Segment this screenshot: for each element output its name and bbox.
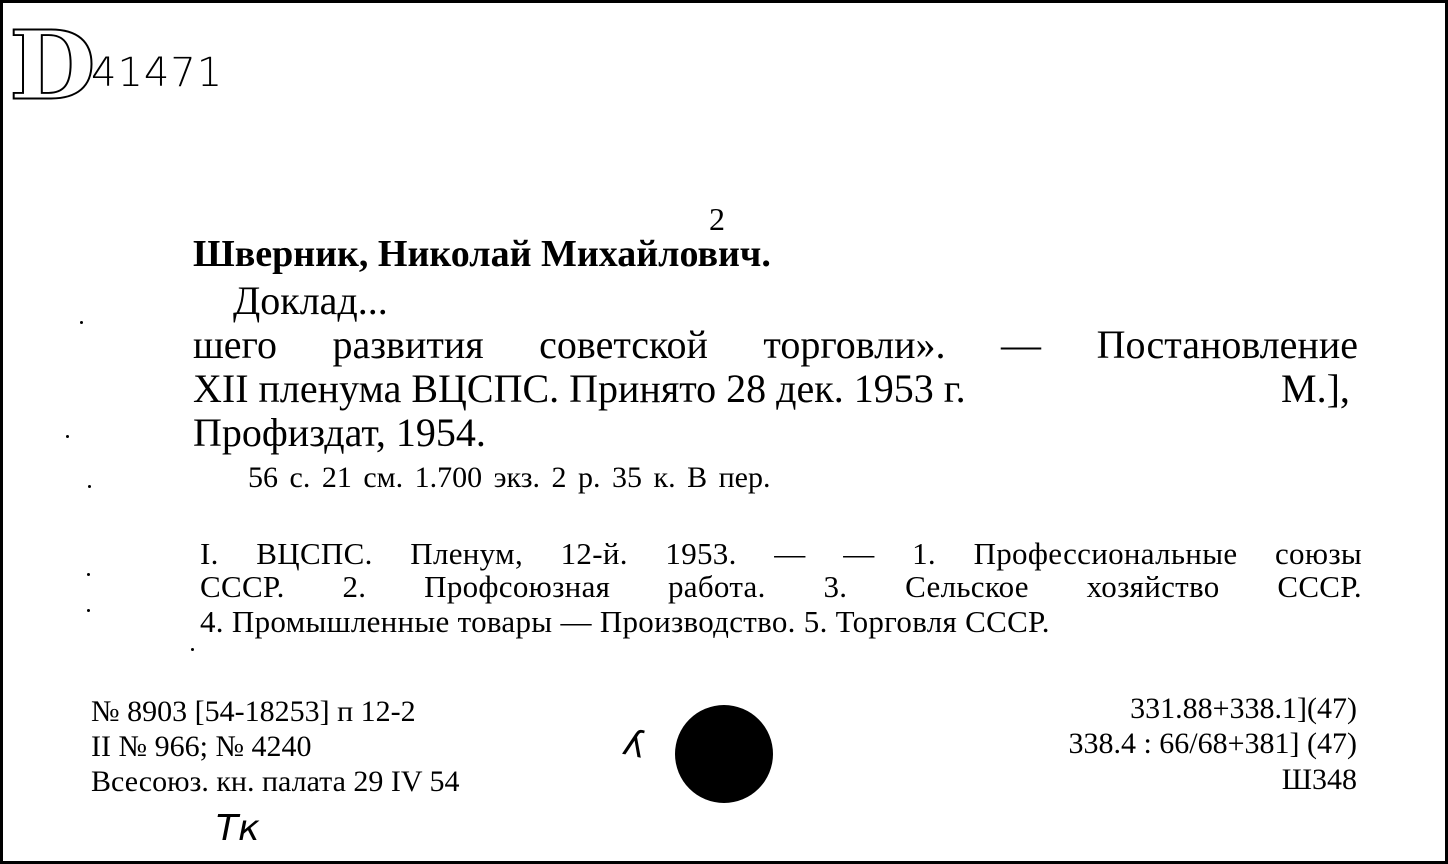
speck xyxy=(66,435,69,438)
speck xyxy=(87,609,90,612)
description-line-1: шего развития советской торговли». — Постановление xyxy=(193,322,1358,367)
accession-number: 41471 xyxy=(91,50,224,96)
speck xyxy=(88,485,91,488)
description-line-2: XII пленума ВЦСПС. Принято 28 дек. 1953 г. xyxy=(193,366,966,411)
handwritten-initials: Тк xyxy=(216,808,260,849)
classification-line-1: 331.88+338.1](47) xyxy=(1130,692,1357,725)
handwritten-mark: ʎ xyxy=(619,722,649,767)
tracing-line-1: I. ВЦСПС. Пленум, 12-й. 1953. — — 1. Профессиональные союзы xyxy=(200,536,1362,571)
speck xyxy=(87,573,90,576)
classification-line-3: Ш348 xyxy=(1281,763,1357,796)
library-stamp-letter: D xyxy=(9,8,94,122)
tracing-line-2: СССР. 2. Профсоюзная работа. 3. Сельское хозяйство СССР. xyxy=(200,569,1362,604)
author-heading: Шверник, Николай Михайлович. xyxy=(193,233,771,275)
page-number: 2 xyxy=(709,201,725,237)
description-line-2-end: М.], xyxy=(1281,366,1350,411)
imprint-line: Профиздат, 1954. xyxy=(193,410,486,455)
tracing-line-3: 4. Промышленные товары — Производство. 5. Торговля СССР. xyxy=(200,604,1050,639)
speck xyxy=(80,321,83,324)
record-line-3: Всесоюз. кн. палата 29 IV 54 xyxy=(91,765,460,798)
punch-hole xyxy=(675,705,773,803)
collation-line: 56 с. 21 см. 1.700 экз. 2 р. 35 к. В пер. xyxy=(248,461,771,494)
record-line-2: II № 966; № 4240 xyxy=(91,730,312,763)
speck xyxy=(191,648,194,651)
record-line-1: № 8903 [54-18253] п 12-2 xyxy=(91,695,416,728)
title: Доклад... xyxy=(233,278,388,323)
classification-line-2: 338.4 : 66/68+381] (47) xyxy=(1068,727,1357,760)
